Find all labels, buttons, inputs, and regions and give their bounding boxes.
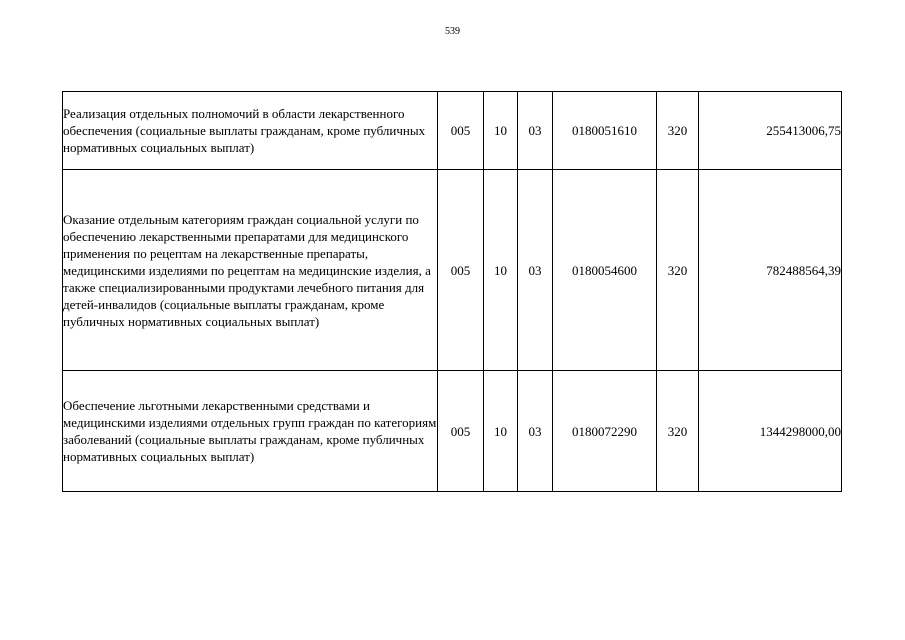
section-code: 10	[484, 371, 518, 492]
row-description-cell	[63, 170, 438, 371]
subsection-code: 03	[518, 92, 553, 170]
expense-type-code: 320	[657, 371, 699, 492]
section-code: 10	[484, 170, 518, 371]
row-description: Обеспечение льготными лекарственными средствами и медицинскими изделиями отдельных групп граждан по категориям заболеваний (социальные выплаты гражданам, кроме публичных нормативных социальных выплат)	[63, 398, 437, 464]
subsection-code: 03	[518, 170, 553, 371]
amount: 782488564,39	[699, 170, 842, 371]
expense-type-code: 320	[657, 170, 699, 371]
expense-type-code: 320	[657, 92, 699, 170]
row-description-cell	[63, 92, 438, 170]
table-row	[63, 170, 842, 371]
ministry-code: 005	[438, 371, 484, 492]
target-article-code: 0180051610	[553, 92, 657, 170]
table-row	[63, 371, 842, 492]
budget-table	[62, 91, 842, 492]
amount: 255413006,75	[699, 92, 842, 170]
target-article-code: 0180054600	[553, 170, 657, 371]
row-description: Реализация отдельных полномочий в области лекарственного обеспечения (социальные выплаты гражданам, кроме публичных нормативных социальных выплат)	[63, 106, 426, 155]
target-article-code: 0180072290	[553, 371, 657, 492]
section-code: 10	[484, 92, 518, 170]
subsection-code: 03	[518, 371, 553, 492]
row-description: Оказание отдельным категориям граждан социальной услуги по обеспечению лекарственными препаратами для медицинского применения по рецептам на лекарственные препараты, медицинскими изделиями по рецептам на медицинские изделия, а также специализированными продуктами лечебного питания для детей-инвалидов (социальные выплаты гражданам, кроме публичных нормативных социальных выплат)	[63, 211, 431, 329]
table-row	[63, 92, 842, 170]
page-number: 539	[445, 26, 460, 37]
ministry-code: 005	[438, 92, 484, 170]
ministry-code: 005	[438, 170, 484, 371]
amount: 1344298000,00	[699, 371, 842, 492]
row-description-cell	[63, 371, 438, 492]
